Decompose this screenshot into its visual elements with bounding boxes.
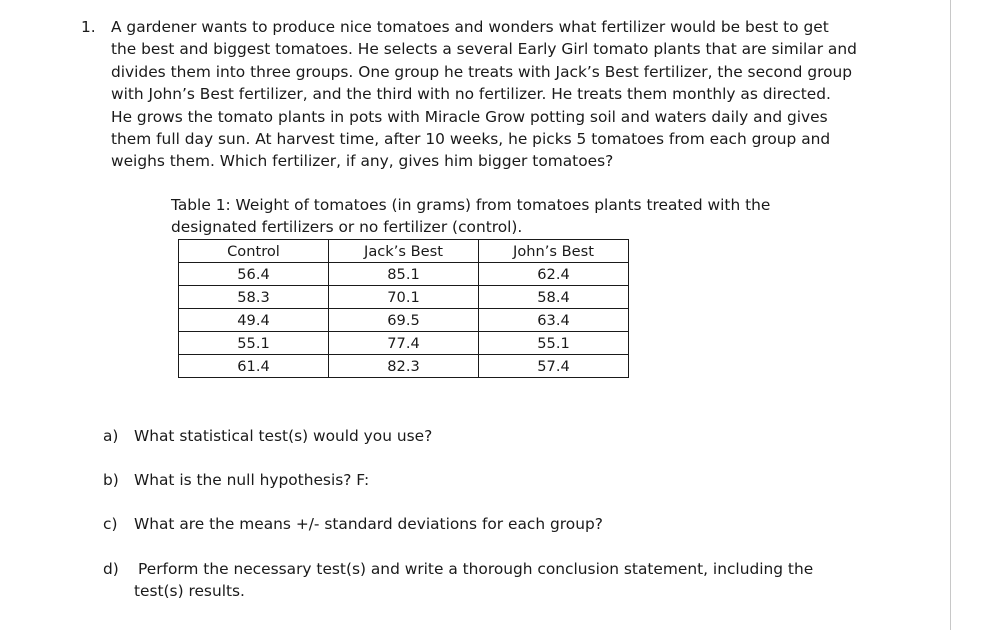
table-cell: 85.1 xyxy=(329,263,479,286)
table-cell: 58.4 xyxy=(479,286,629,309)
subquestion-a-letter: a) xyxy=(103,427,119,445)
question-number: 1. xyxy=(81,18,96,36)
header-jacks-best: Jack’s Best xyxy=(329,240,479,263)
question-line: A gardener wants to produce nice tomatoes and wonders what fertilizer would be best to get xyxy=(111,18,829,36)
subquestion-c-text: What are the means +/- standard deviations for each group? xyxy=(134,515,603,533)
page-margin-rule xyxy=(950,0,951,630)
question-line: with John’s Best fertilizer, and the third with no fertilizer. He treats them monthly as directed. xyxy=(111,85,831,104)
table-cell: 63.4 xyxy=(479,309,629,332)
subquestion-d-continuation: test(s) results. xyxy=(134,582,245,600)
subquestion-d-letter: d) xyxy=(103,560,119,578)
question-text xyxy=(111,16,857,173)
subquestion-a-text: What statistical test(s) would you use? xyxy=(134,427,433,445)
table-cell: 55.1 xyxy=(479,332,629,355)
question-line: the best and biggest tomatoes. He selects a several Early Girl tomato plants that are similar and xyxy=(111,40,857,59)
table-cell: 56.4 xyxy=(179,263,329,286)
table-row xyxy=(179,332,629,355)
table-caption-line: Table 1: Weight of tomatoes (in grams) from tomatoes plants treated with the xyxy=(171,196,771,214)
table-header-row xyxy=(179,240,629,263)
table-cell: 49.4 xyxy=(179,309,329,332)
table-cell: 55.1 xyxy=(179,332,329,355)
subquestion-b-letter: b) xyxy=(103,471,119,489)
question-line: them full day sun. At harvest time, after 10 weeks, he picks 5 tomatoes from each group and xyxy=(111,130,831,149)
table-cell: 70.1 xyxy=(329,286,479,309)
question-line: divides them into three groups. One group he treats with Jack’s Best fertilizer, the second group xyxy=(111,62,853,81)
table-row xyxy=(179,309,629,332)
table-cell: 69.5 xyxy=(329,309,479,332)
subquestion-b-text: What is the null hypothesis? F: xyxy=(134,471,370,489)
table-cell: 61.4 xyxy=(179,355,329,378)
subquestion-c-letter: c) xyxy=(103,515,118,533)
question-line: He grows the tomato plants in pots with Miracle Grow potting soil and waters daily and gives xyxy=(111,107,828,126)
table-caption xyxy=(171,194,770,239)
table-cell: 77.4 xyxy=(329,332,479,355)
tomato-weight-table xyxy=(178,239,629,378)
table-cell: 62.4 xyxy=(479,263,629,286)
table-row xyxy=(179,263,629,286)
table-caption-line: designated fertilizers or no fertilizer (control). xyxy=(171,218,523,237)
table-cell: 58.3 xyxy=(179,286,329,309)
header-control: Control xyxy=(179,240,329,263)
header-johns-best: John’s Best xyxy=(479,240,629,263)
table-row xyxy=(179,355,629,378)
table-cell: 82.3 xyxy=(329,355,479,378)
table-cell: 57.4 xyxy=(479,355,629,378)
table-row xyxy=(179,286,629,309)
subquestion-d-text: Perform the necessary test(s) and write a thorough conclusion statement, including the xyxy=(138,560,814,578)
question-line: weighs them. Which fertilizer, if any, gives him bigger tomatoes? xyxy=(111,152,614,171)
